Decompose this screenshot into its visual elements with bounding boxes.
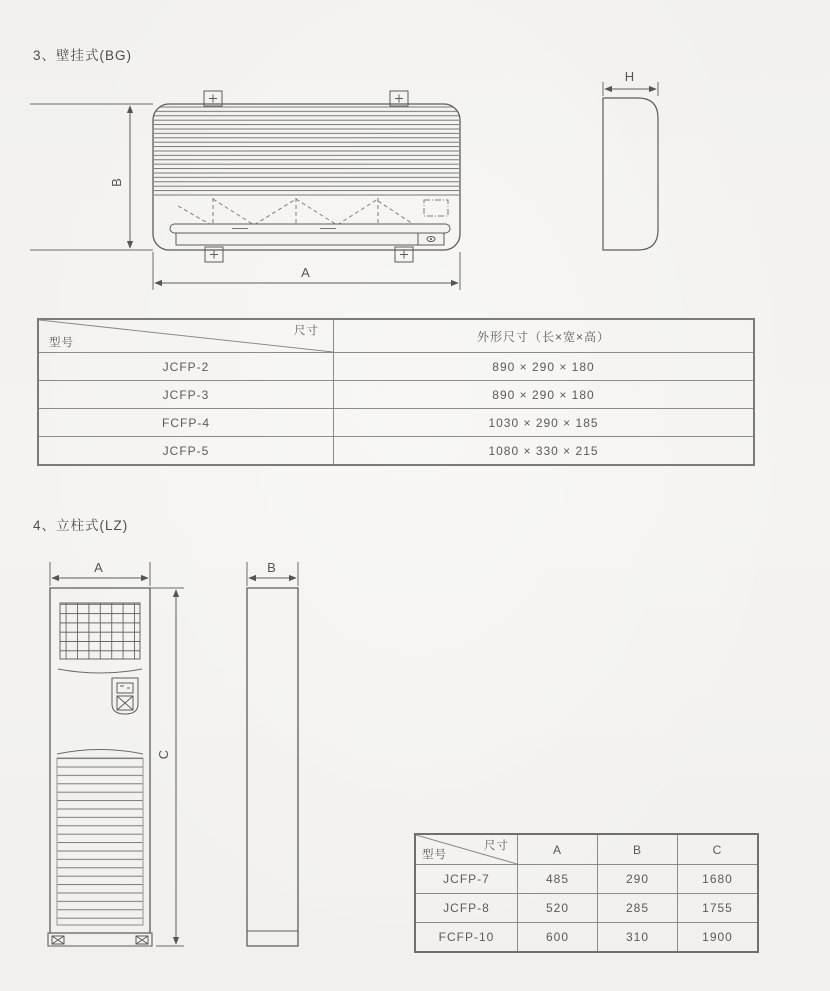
mounting-hole-icon: [395, 95, 403, 103]
dimension-a: [153, 252, 460, 290]
dim-label-c: C: [156, 748, 171, 760]
table-row: [38, 381, 754, 409]
air-inlet-grille: [60, 603, 140, 659]
dim-label-a: A: [94, 560, 104, 575]
mounting-bracket-bottom-left: [205, 247, 223, 262]
wall-unit-dimension-table: [37, 318, 755, 466]
floor-unit-front-view: [48, 588, 152, 946]
dim-label-b: B: [109, 177, 124, 187]
mounting-hole-icon: [209, 95, 217, 103]
size-cell: 890 × 290 × 180: [334, 381, 755, 409]
size-cell: 890 × 290 × 180: [334, 353, 755, 381]
air-outlet-louvers: [57, 758, 143, 925]
louver-grille: [154, 105, 459, 196]
model-cell: FCFP-4: [38, 409, 334, 437]
floor-unit-side-view: [247, 588, 298, 946]
diagonal-header-cell: [38, 319, 334, 353]
detail-callout-box: [424, 200, 448, 216]
section-heading-floor-standing: 4、立柱式(LZ): [33, 518, 129, 533]
value-cell: 485: [518, 865, 598, 894]
mounting-hole-icon: [400, 251, 408, 259]
header-col-b: B: [598, 834, 678, 865]
value-cell: 1680: [678, 865, 759, 894]
diagonal-header-cell: [415, 834, 518, 865]
size-cell: 1030 × 290 × 185: [334, 409, 755, 437]
section-heading-wall-mounted: 3、壁挂式(BG): [33, 48, 133, 63]
header-col-a: A: [518, 834, 598, 865]
table-row: [38, 437, 754, 466]
floor-unit-drawing: [20, 548, 320, 970]
mounting-bracket-bottom-right: [395, 247, 413, 262]
header-model-label: 型号: [49, 337, 74, 349]
header-dim-label: 尺寸: [484, 840, 509, 852]
table-row: [38, 409, 754, 437]
value-cell: 1755: [678, 894, 759, 923]
header-model-label: 型号: [422, 849, 447, 861]
panel-seam-curve: [58, 669, 142, 673]
size-cell: 1080 × 330 × 215: [334, 437, 755, 466]
header-dim-label: 尺寸: [294, 325, 319, 337]
table-row: [415, 894, 758, 923]
table-row: [38, 353, 754, 381]
floor-unit-dimension-table: [414, 833, 759, 953]
wall-unit-side-view: [603, 69, 658, 250]
table-row: [415, 923, 758, 953]
control-panel: [112, 678, 138, 714]
value-cell: 520: [518, 894, 598, 923]
air-outlet: [170, 224, 450, 245]
value-cell: 310: [598, 923, 678, 953]
value-cell: 600: [518, 923, 598, 953]
model-cell: FCFP-10: [415, 923, 518, 953]
dimension-b: [30, 104, 153, 250]
dimension-b: [247, 560, 298, 586]
header-size-col: 外形尺寸（长×宽×高）: [334, 319, 755, 353]
value-cell: 290: [598, 865, 678, 894]
model-cell: JCFP-5: [38, 437, 334, 466]
value-cell: 285: [598, 894, 678, 923]
value-cell: 1900: [678, 923, 759, 953]
dimension-c: [150, 588, 184, 946]
diagonal-divider: [39, 320, 333, 352]
wall-unit-drawing: [20, 58, 680, 303]
dim-label-b: B: [267, 560, 277, 575]
dim-label-h: H: [624, 69, 636, 84]
model-cell: JCFP-8: [415, 894, 518, 923]
header-col-c: C: [678, 834, 759, 865]
wall-unit-front-view: [153, 104, 460, 250]
caster-icon: [52, 936, 64, 944]
dim-label-a: A: [301, 265, 311, 280]
dimension-a: [50, 560, 150, 586]
mounting-hole-icon: [210, 251, 218, 259]
caster-icon: [136, 936, 148, 944]
table-header-row: [38, 319, 754, 353]
table-row: [415, 865, 758, 894]
table-header-row: [415, 834, 758, 865]
dimension-h: [603, 69, 658, 96]
model-cell: JCFP-3: [38, 381, 334, 409]
model-cell: JCFP-2: [38, 353, 334, 381]
door-top-curve: [57, 750, 143, 755]
model-cell: JCFP-7: [415, 865, 518, 894]
